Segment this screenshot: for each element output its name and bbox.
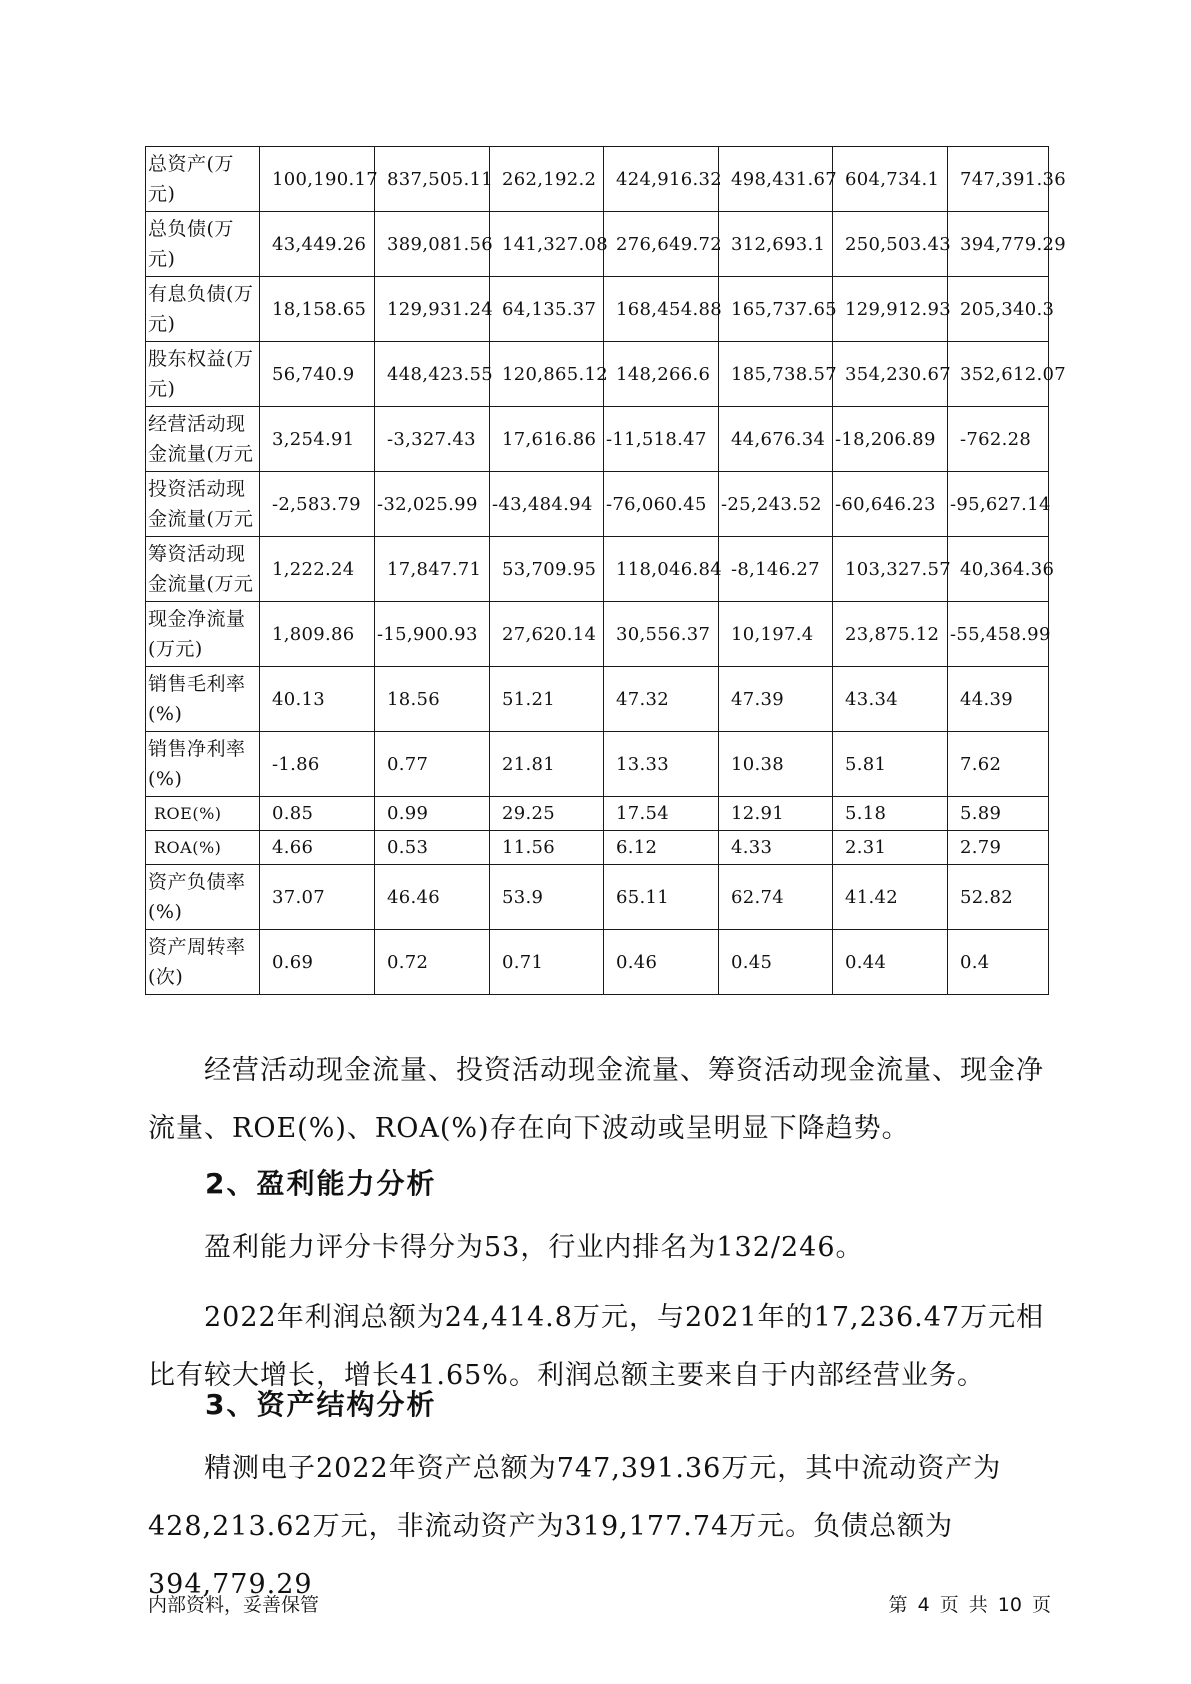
table-cell: 1,222.24 <box>260 537 375 602</box>
table-cell: 262,192.2 <box>490 147 604 212</box>
table-cell: 165,737.65 <box>719 277 833 342</box>
table-cell: -15,900.93 <box>375 602 490 667</box>
table-cell: 0.46 <box>604 930 719 995</box>
row-label: 资产负债率(%) <box>146 865 260 930</box>
table-cell: 129,931.24 <box>375 277 490 342</box>
table-cell: 18.56 <box>375 667 490 732</box>
table-row <box>146 277 1049 342</box>
table-cell: 21.81 <box>490 732 604 797</box>
table-cell: 205,340.3 <box>948 277 1049 342</box>
table-cell: 0.72 <box>375 930 490 995</box>
table-row <box>146 732 1049 797</box>
table-cell: 389,081.56 <box>375 212 490 277</box>
table-cell: 100,190.17 <box>260 147 375 212</box>
table-cell: 276,649.72 <box>604 212 719 277</box>
table-cell: 40,364.36 <box>948 537 1049 602</box>
table-row <box>146 797 1049 831</box>
table-cell: 837,505.11 <box>375 147 490 212</box>
table-cell: 2.31 <box>833 831 948 865</box>
table-cell: -8,146.27 <box>719 537 833 602</box>
table-cell: 37.07 <box>260 865 375 930</box>
table-cell: 0.45 <box>719 930 833 995</box>
table-cell: 312,693.1 <box>719 212 833 277</box>
table-row <box>146 147 1049 212</box>
table-cell: -11,518.47 <box>604 407 719 472</box>
table-cell: 5.18 <box>833 797 948 831</box>
table-cell: 23,875.12 <box>833 602 948 667</box>
table-cell: 27,620.14 <box>490 602 604 667</box>
profit-total-paragraph: 2022年利润总额为24,414.8万元，与2021年的17,236.47万元相比有较大增长，增长41.65%。利润总额主要来自于内部经营业务。 <box>148 1302 1045 1391</box>
row-label: ROE(%) <box>146 797 260 831</box>
table-cell: 13.33 <box>604 732 719 797</box>
table-cell: 47.32 <box>604 667 719 732</box>
table-cell: 12.91 <box>719 797 833 831</box>
table-cell: 44,676.34 <box>719 407 833 472</box>
table-cell: 0.4 <box>948 930 1049 995</box>
table-cell: 64,135.37 <box>490 277 604 342</box>
table-row <box>146 537 1049 602</box>
table-cell: -55,458.99 <box>948 602 1049 667</box>
table-cell: 604,734.1 <box>833 147 948 212</box>
row-label: 现金净流量(万元) <box>146 602 260 667</box>
table-cell: 17,847.71 <box>375 537 490 602</box>
row-label: 筹资活动现金流量(万元 <box>146 537 260 602</box>
table-cell: 148,266.6 <box>604 342 719 407</box>
table-cell: 11.56 <box>490 831 604 865</box>
table-cell: 56,740.9 <box>260 342 375 407</box>
row-label: 资产周转率(次) <box>146 930 260 995</box>
table-cell: 120,865.12 <box>490 342 604 407</box>
table-cell: 7.62 <box>948 732 1049 797</box>
table-cell: -2,583.79 <box>260 472 375 537</box>
summary-paragraph: 经营活动现金流量、投资活动现金流量、筹资活动现金流量、现金净流量、ROE(%)、ROA(%)存在向下波动或呈明显下降趋势。 <box>148 1055 1044 1144</box>
table-cell: 62.74 <box>719 865 833 930</box>
profitability-score-paragraph: 盈利能力评分卡得分为53，行业内排名为132/246。 <box>204 1232 864 1263</box>
row-label: 股东权益(万元) <box>146 342 260 407</box>
table-cell: -43,484.94 <box>490 472 604 537</box>
table-cell: 52.82 <box>948 865 1049 930</box>
table-cell: 1,809.86 <box>260 602 375 667</box>
table-cell: 17.54 <box>604 797 719 831</box>
table-cell: 185,738.57 <box>719 342 833 407</box>
table-cell: 5.81 <box>833 732 948 797</box>
table-cell: 448,423.55 <box>375 342 490 407</box>
row-label: 有息负债(万元) <box>146 277 260 342</box>
table-cell: 43.34 <box>833 667 948 732</box>
table-cell: 30,556.37 <box>604 602 719 667</box>
table-row <box>146 831 1049 865</box>
table-cell: 10,197.4 <box>719 602 833 667</box>
table-cell: -762.28 <box>948 407 1049 472</box>
table-cell: 29.25 <box>490 797 604 831</box>
table-cell: 2.79 <box>948 831 1049 865</box>
table-cell: -1.86 <box>260 732 375 797</box>
table-cell: 352,612.07 <box>948 342 1049 407</box>
table-cell: 141,327.08 <box>490 212 604 277</box>
table-cell: 4.33 <box>719 831 833 865</box>
section-heading-asset-structure: 3、资产结构分析 <box>205 1388 437 1421</box>
table-cell: 53,709.95 <box>490 537 604 602</box>
table-cell: 0.99 <box>375 797 490 831</box>
table-cell: 17,616.86 <box>490 407 604 472</box>
table-cell: -76,060.45 <box>604 472 719 537</box>
table-cell: 424,916.32 <box>604 147 719 212</box>
table-cell: -25,243.52 <box>719 472 833 537</box>
table-cell: 0.53 <box>375 831 490 865</box>
table-cell: 394,779.29 <box>948 212 1049 277</box>
table-cell: 46.46 <box>375 865 490 930</box>
table-row <box>146 472 1049 537</box>
footer-confidential-note: 内部资料，妥善保管 <box>148 1594 320 1616</box>
table-cell: 168,454.88 <box>604 277 719 342</box>
table-cell: 40.13 <box>260 667 375 732</box>
table-cell: 65.11 <box>604 865 719 930</box>
row-label: 销售毛利率(%) <box>146 667 260 732</box>
table-cell: 103,327.57 <box>833 537 948 602</box>
table-cell: 43,449.26 <box>260 212 375 277</box>
row-label: 销售净利率(%) <box>146 732 260 797</box>
table-cell: 0.69 <box>260 930 375 995</box>
table-cell: 4.66 <box>260 831 375 865</box>
table-cell: -18,206.89 <box>833 407 948 472</box>
table-cell: 53.9 <box>490 865 604 930</box>
table-row <box>146 212 1049 277</box>
table-cell: -95,627.14 <box>948 472 1049 537</box>
table-cell: 354,230.67 <box>833 342 948 407</box>
asset-structure-paragraph: 精测电子2022年资产总额为747,391.36万元，其中流动资产为428,213.62万元，非流动资产为319,177.74万元。负债总额为394,779.29 <box>148 1453 1002 1600</box>
financial-table <box>145 146 1067 995</box>
row-label: 总负债(万元) <box>146 212 260 277</box>
table-row <box>146 342 1049 407</box>
row-label: ROA(%) <box>146 831 260 865</box>
table-cell: 47.39 <box>719 667 833 732</box>
row-label: 投资活动现金流量(万元 <box>146 472 260 537</box>
table-cell: 18,158.65 <box>260 277 375 342</box>
table-cell: 6.12 <box>604 831 719 865</box>
table-cell: 250,503.43 <box>833 212 948 277</box>
table-row <box>146 930 1049 995</box>
table-cell: 10.38 <box>719 732 833 797</box>
table-cell: 0.77 <box>375 732 490 797</box>
table-row <box>146 667 1049 732</box>
table-cell: 498,431.67 <box>719 147 833 212</box>
table-cell: 44.39 <box>948 667 1049 732</box>
table-cell: 0.44 <box>833 930 948 995</box>
table-cell: 3,254.91 <box>260 407 375 472</box>
table-cell: -3,327.43 <box>375 407 490 472</box>
table-row <box>146 407 1049 472</box>
footer-page-number: 第 4 页 共 10 页 <box>888 1594 1051 1616</box>
row-label: 经营活动现金流量(万元 <box>146 407 260 472</box>
section-heading-profitability: 2、盈利能力分析 <box>205 1167 437 1200</box>
table-cell: 41.42 <box>833 865 948 930</box>
table-cell: 5.89 <box>948 797 1049 831</box>
table-cell: -60,646.23 <box>833 472 948 537</box>
table-row <box>146 865 1049 930</box>
table-cell: 129,912.93 <box>833 277 948 342</box>
table-cell: 0.71 <box>490 930 604 995</box>
table-cell: 747,391.36 <box>948 147 1049 212</box>
table-row <box>146 602 1049 667</box>
table-cell: -32,025.99 <box>375 472 490 537</box>
table-body <box>146 147 1067 995</box>
table-cell: 0.85 <box>260 797 375 831</box>
row-label: 总资产(万元) <box>146 147 260 212</box>
table-cell: 118,046.84 <box>604 537 719 602</box>
table-cell: 51.21 <box>490 667 604 732</box>
